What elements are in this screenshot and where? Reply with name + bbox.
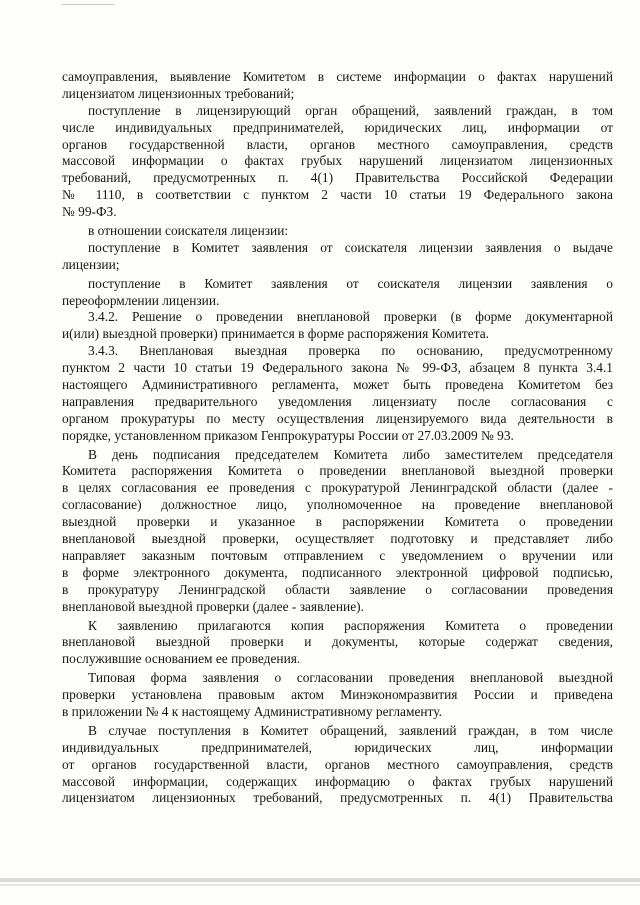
text-line: Типовая форма заявления о согласовании проведения внеплановой выездной	[88, 670, 613, 686]
text-line: послужившие основанием ее проведения.	[62, 651, 301, 667]
text-line: индивидуальных предпринимателей, юридических лиц, информации	[62, 739, 613, 755]
text-line: требований, предусмотренных п. 4(1) Правительства Российской Федерации	[62, 170, 613, 186]
text-line: самоуправления, выявление Комитетом в системе информации о фактах нарушений	[62, 69, 613, 84]
document-body	[62, 69, 613, 807]
text-line: поступление в Комитет заявления от соискателя лицензии заявления о выдаче	[88, 239, 613, 255]
text-line: внеплановой выездной проверки (далее - заявление).	[62, 598, 364, 614]
text-line: настоящего Административного регламента, может быть проведена Комитетом без	[62, 377, 613, 393]
text-line: в форме электронного документа, подписанного электронной цифровой подписью,	[62, 564, 613, 580]
text-line: органом прокуратуры по месту осуществления лицензируемого вида деятельности в	[62, 410, 613, 426]
text-line: Комитета распоряжения Комитета о проведении внеплановой выездной проверки	[62, 463, 613, 479]
text-line: в отношении соискателя лицензии:	[88, 223, 289, 239]
scan-artifact-top	[62, 4, 114, 5]
text-line: в целях согласования ее проведения с прокуратурой Ленинградской области (далее -	[62, 480, 613, 496]
text-line: и(или) выездной проверки) принимается в форме распоряжения Комитета.	[62, 326, 490, 342]
text-line: в приложении № 4 к настоящему Административному регламенту.	[62, 703, 442, 719]
text-line: органов государственной власти, органов местного самоуправления, средств	[62, 136, 613, 152]
text-line: лицензии;	[62, 256, 120, 272]
text-line: внеплановой выездной проверки, осуществляет подготовку и представляет либо	[62, 531, 613, 547]
text-line: № 99-ФЗ.	[62, 204, 117, 220]
text-line: 3.4.3. Внеплановая выездная проверка по основанию, предусмотренному	[88, 343, 613, 359]
text-line: проверки установлена правовым актом Минэкономразвития России и приведена	[62, 687, 613, 703]
text-line: № 1110, в соответствии с пунктом 2 части 10 статьи 19 Федерального закона	[62, 187, 613, 203]
text-line: порядке, установленном приказом Генпрокуратуры России от 27.03.2009 № 93.	[62, 427, 514, 443]
text-line: поступление в Комитет заявления от соискателя лицензии заявления о	[88, 275, 613, 291]
text-line: В день подписания председателем Комитета либо заместителем председателя	[88, 446, 613, 462]
text-line: 3.4.2. Решение о проведении внеплановой проверки (в форме документарной	[88, 309, 613, 325]
text-line: направляет заказным почтовым отправлением с уведомлением о вручении или	[62, 547, 613, 563]
text-line: внеплановой выездной проверки и документы, которые содержат сведения,	[62, 634, 613, 650]
text-line: лицензиатом лицензионных требований;	[62, 85, 295, 101]
text-line: массовой информации, содержащих информацию о фактах грубых нарушений	[62, 773, 613, 789]
text-line: лицензиатом лицензионных требований, предусмотренных п. 4(1) Правительства	[62, 790, 613, 806]
text-line: массовой информации о фактах грубых нарушений лицензиатом лицензионных	[62, 153, 613, 169]
scan-artifact-bottom	[0, 878, 640, 882]
text-line: поступление в лицензирующий орган обращений, заявлений граждан, в том	[88, 102, 613, 118]
text-line: в прокуратуру Ленинградской области заявление о согласовании проведения	[62, 581, 613, 597]
text-line: выездной проверки и указанное в распоряжении Комитета о проведении	[62, 514, 613, 530]
text-line: пунктом 2 части 10 статьи 19 Федерального закона № 99-ФЗ, абзацем 8 пункта 3.4.1	[62, 360, 613, 376]
text-line: К заявлению прилагаются копия распоряжения Комитета о проведении	[88, 617, 613, 633]
text-line: числе индивидуальных предпринимателей, юридических лиц, информации от	[62, 119, 613, 135]
text-line: переоформлении лицензии.	[62, 292, 220, 308]
text-line: согласование) должностное лицо, уполномоченное на проведение внеплановой	[62, 497, 613, 513]
text-line: В случае поступления в Комитет обращений, заявлений граждан, в том числе	[88, 722, 613, 738]
scan-artifact-bottom-2	[0, 884, 640, 886]
text-line: направления предварительного уведомления лицензиату после согласования с	[62, 393, 613, 409]
text-line: от органов государственной власти, органов местного самоуправления, средств	[62, 756, 613, 772]
